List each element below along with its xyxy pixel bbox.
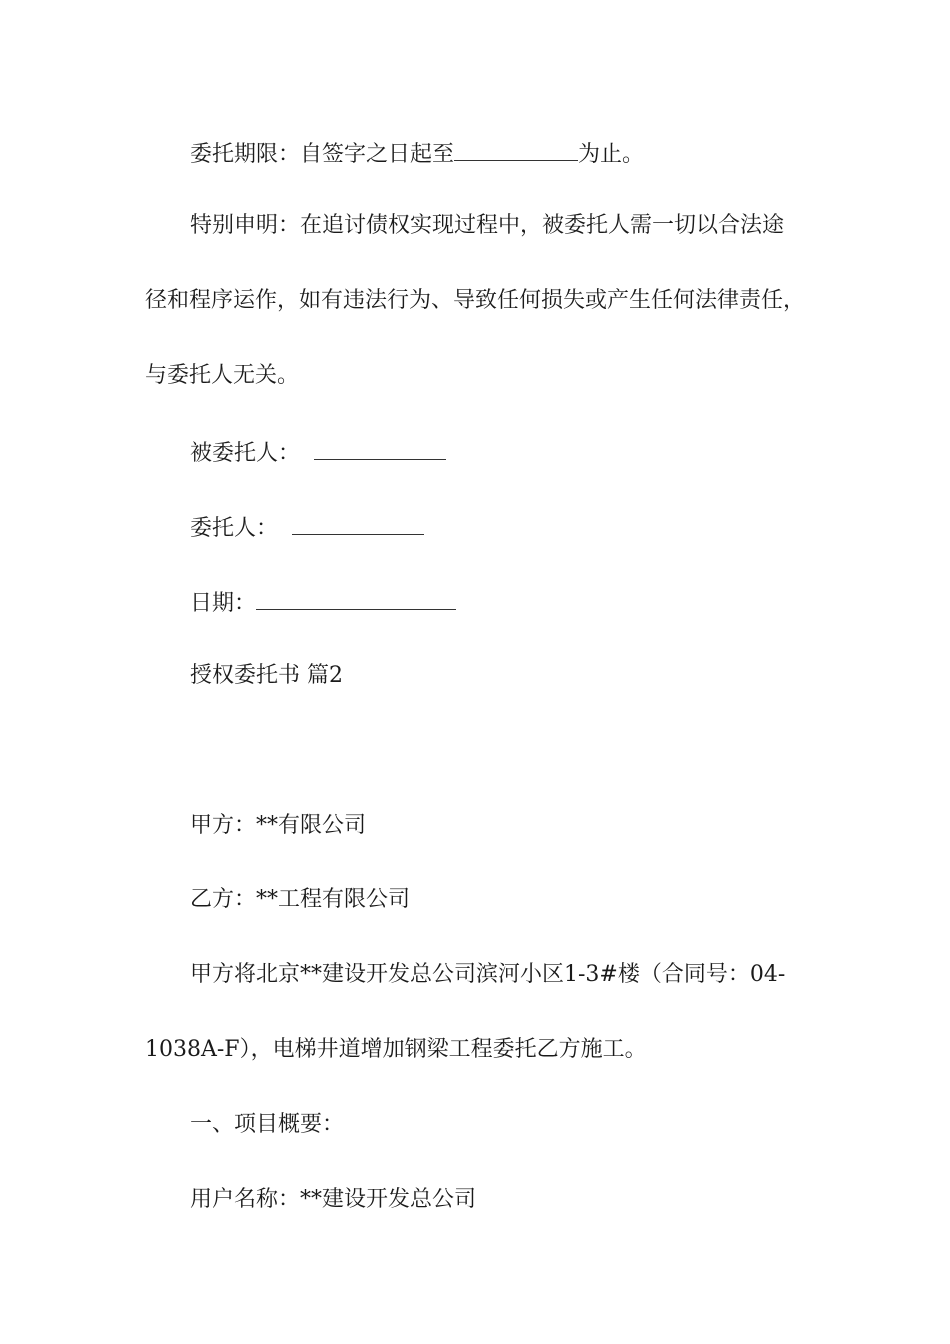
party-a: 甲方：**有限公司: [190, 813, 367, 838]
entrust-period-blank: [454, 138, 578, 161]
date-blank: [256, 587, 456, 610]
trustee-line: [190, 437, 446, 468]
trustee-signature-blank: [314, 437, 446, 460]
special-statement-line-1: 特别申明：在追讨债权实现过程中，被委托人需一切以合法途: [190, 213, 785, 238]
user-name-line: 用户名称：**建设开发总公司: [190, 1187, 477, 1212]
project-overview-heading: 一、项目概要：: [190, 1112, 345, 1137]
contract-paragraph-line-2: 1038A-F），电梯井道增加钢梁工程委托乙方施工。: [145, 1037, 647, 1062]
entruster-line: [190, 512, 424, 543]
trustee-label: 被委托人：: [190, 441, 301, 466]
entrust-period-suffix: 为止。: [578, 142, 645, 167]
party-b: 乙方：**工程有限公司: [190, 887, 411, 912]
contract-paragraph-line-1: 甲方将北京**建设开发总公司滨河小区1-3#楼（合同号：04-: [190, 962, 786, 987]
date-label: 日期：: [190, 591, 257, 616]
entruster-label: 委托人：: [190, 516, 279, 541]
entrust-period-line: [190, 138, 644, 169]
special-statement-line-3: 与委托人无关。: [145, 363, 300, 388]
special-statement-line-2: 径和程序运作，如有违法行为、导致任何损失或产生任何法律责任，: [145, 288, 806, 313]
entruster-signature-blank: [292, 512, 424, 535]
date-line: [190, 587, 456, 618]
entrust-period-label: 委托期限：自签字之日起至: [190, 142, 455, 167]
section-heading: 授权委托书 篇2: [190, 663, 343, 688]
